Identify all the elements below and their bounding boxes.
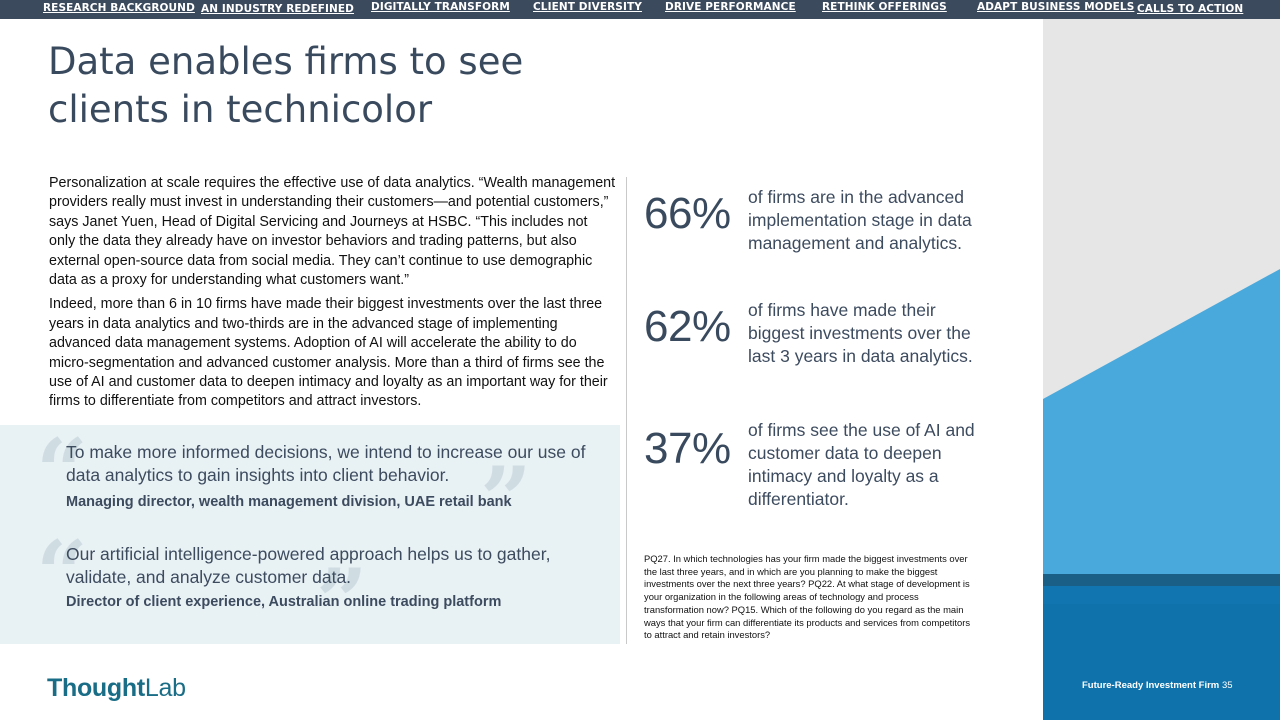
right-double-quote-icon: ” [480,447,532,553]
nav-rethink-offerings[interactable]: RETHINK OFFERINGS [822,1,947,13]
quote-text: Our artificial intelligence-powered approach helps us to gather, validate, and analyze customer data. [66,544,551,587]
nav-adapt-business-models[interactable]: ADAPT BUSINESS MODELS [977,1,1135,13]
page-number: 35 [1222,680,1233,691]
architecture-image-graphic [1043,19,1280,720]
decorative-architecture-image [1043,19,1280,720]
column-divider [626,177,627,644]
stat-value: 66% [644,189,731,238]
thoughtlab-logo [47,674,186,703]
right-double-quote-icon: ” [316,549,368,655]
stat-description: of firms see the use of AI and customer data to deepen intimacy and loyalty as a differentiator. [748,420,975,509]
quote-attribution: Managing director, wealth management division, UAE retail bank [66,494,512,510]
top-navigation-bar [0,0,1280,19]
quote-block [66,441,586,510]
logo-regular-part: Lab [144,674,186,702]
nav-an-industry-redefined[interactable]: AN INDUSTRY REDEFINED [201,3,355,15]
footer-caption: Future-Ready Investment Firm [1082,680,1220,691]
nav-drive-performance[interactable]: DRIVE PERFORMANCE [665,1,796,13]
body-text [49,174,617,417]
body-paragraph: Indeed, more than 6 in 10 firms have made their biggest investments over the last three years in data analytics and two-thirds are in the advanced stage of implementing advanced data management systems. Adoption of AI will accelerate the ability to do micro-segmentation and advanced customer analysis. More than a third of firms see the use of AI and customer data to deepen intimacy and loyalty as an important way for their firms to differentiate from competitors and attract investors. [49,296,608,410]
left-double-quote-icon: “ [36,419,88,525]
quote-attribution: Director of client experience, Australian online trading platform [66,594,502,610]
nav-client-diversity[interactable]: CLIENT DIVERSITY [533,1,642,13]
nav-calls-to-action[interactable]: CALLS TO ACTION [1137,3,1244,15]
nav-digitally-transform[interactable]: DIGITALLY TRANSFORM [371,1,510,13]
quote-block [66,543,586,610]
quote-panel [0,419,620,655]
nav-research-background[interactable]: RESEARCH BACKGROUND [43,2,195,14]
stat-description: of firms have made their biggest investments over the last 3 years in data analytics. [748,300,973,366]
left-double-quote-icon: “ [36,521,88,627]
body-paragraph: Personalization at scale requires the effective use of data analytics. “Wealth management providers really must invest in understanding their customers—and potential customers,” says Janet Yuen, Head of Digital Servicing and Journeys at HSBC. “This includes not only the data they already have on investor behaviors and trading patterns, but also external open-source data from social media. They can’t continue to use demographic data as a proxy for understanding what customers want.” [49,175,616,289]
stat-description: of firms are in the advanced implementation stage in data management and analytics. [748,187,972,253]
stat-value: 37% [644,424,731,473]
logo-bold-part: Thought [47,674,145,702]
stat-value: 62% [644,302,731,351]
quote-text: To make more informed decisions, we intend to increase our use of data analytics to gain insights into client behavior. [66,442,586,485]
page-title: Data enables firms to see clients in technicolor [48,40,524,131]
source-footnote: PQ27. In which technologies has your firm made the biggest investments over the last three years, and in which are you planning to make the biggest investments over the next three years? PQ22. At what stage of development is your organization in the following areas of technology and process transformation now? PQ15. Which of the following do you regard as the main ways that your firm can differentiate its products and services from competitors to attract and retain investors? [644,553,971,641]
